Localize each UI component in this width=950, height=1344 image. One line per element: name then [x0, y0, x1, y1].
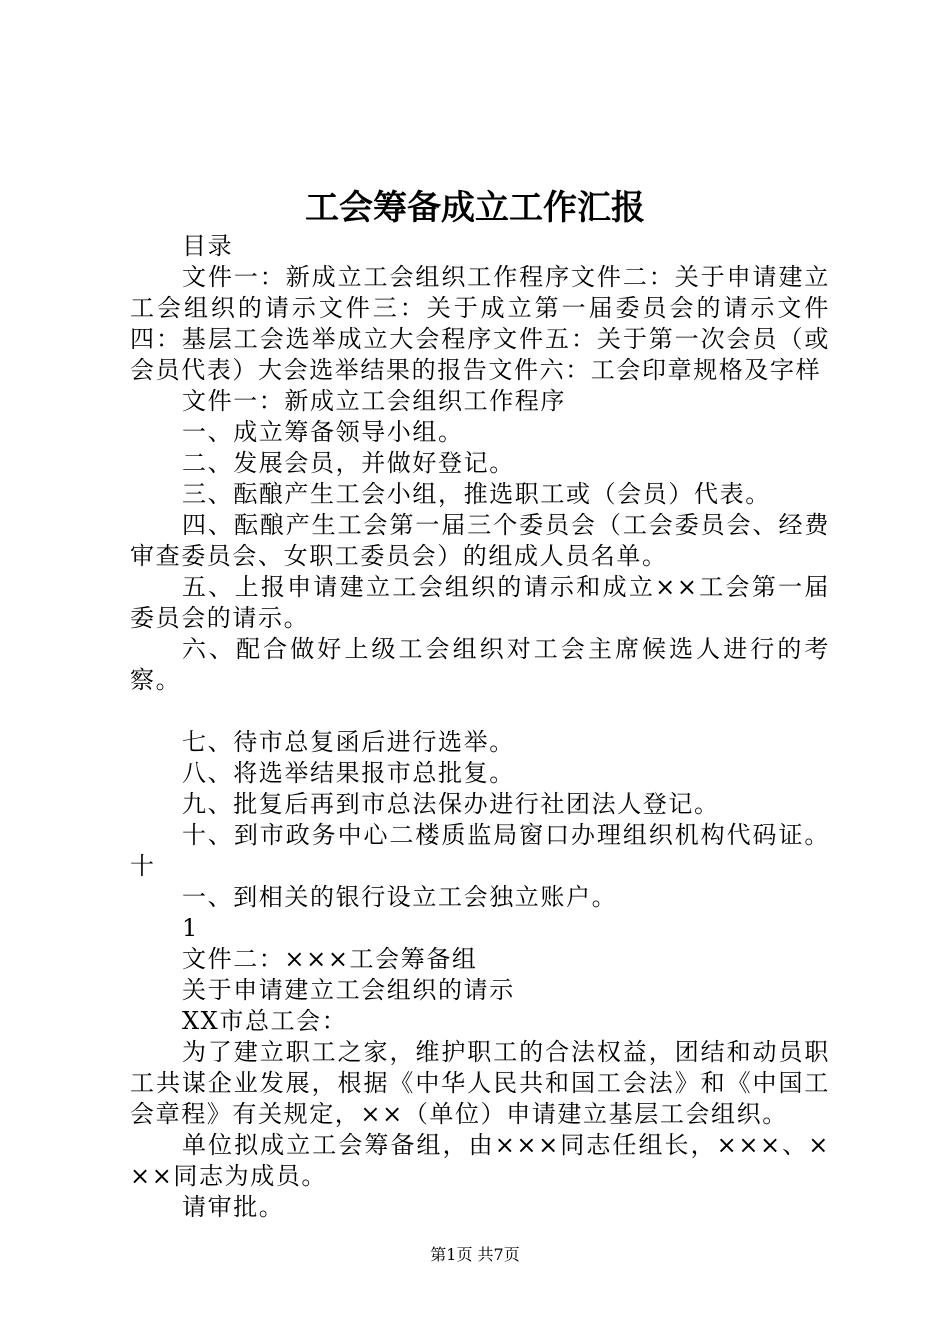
paragraph-toc-heading: 目录: [182, 232, 234, 260]
paragraph-step-8: 八、将选举结果报市总批复。: [182, 759, 515, 787]
blank-line: [130, 696, 830, 727]
paragraph-step-5: 五、上报申请建立工会组织的请示和成立××工会第一届委员会的请示。: [130, 573, 830, 632]
paragraph-page-marker: 1: [182, 914, 199, 942]
paragraph-step-4: 四、酝酿产生工会第一届三个委员会（工会委员会、经费审查委员会、女职工委员会）的组成人员名单。: [130, 511, 830, 570]
paragraph-step-9: 九、批复后再到市总法保办进行社团法人登记。: [182, 790, 720, 818]
paragraph-step-3: 三、酝酿产生工会小组，推选职工或（会员）代表。: [182, 480, 771, 508]
paragraph-file2-subject: 关于申请建立工会组织的请示: [182, 976, 515, 1004]
paragraph-members: 单位拟成立工会筹备组，由×××同志任组长，×××、×××同志为成员。: [130, 1131, 830, 1190]
document-body: [130, 231, 830, 1223]
paragraph-step-1: 一、成立筹备领导小组。: [182, 418, 464, 446]
paragraph-step-6: 六、配合做好上级工会组织对工会主席候选人进行的考察。: [130, 635, 830, 694]
paragraph-step-11: 一、到相关的银行设立工会独立账户。: [182, 883, 618, 911]
document-title: 工会筹备成立工作汇报: [305, 188, 645, 228]
paragraph-closing: 请审批。: [182, 1193, 285, 1221]
paragraph-request-body: 为了建立职工之家，维护职工的合法权益，团结和动员职工共谋企业发展，根据《中华人民共和国工会法》和《中国工会章程》有关规定，××（单位）申请建立基层工会组织。: [130, 1038, 830, 1128]
paragraph-file2-heading: 文件二：×××工会筹备组: [182, 945, 478, 973]
paragraph-step-7: 七、待市总复函后进行选举。: [182, 728, 515, 756]
paragraph-file1-heading: 文件一：新成立工会组织工作程序: [182, 387, 566, 415]
paragraph-step-10: 十、到市政务中心二楼质监局窗口办理组织机构代码证。十: [130, 821, 830, 880]
page-footer: 第1页 共7页: [430, 1245, 520, 1264]
paragraph-addressee: XX市总工会：: [182, 1007, 348, 1035]
paragraph-toc-list: 文件一：新成立工会组织工作程序文件二：关于申请建立工会组织的请示文件三：关于成立第一届委员会的请示文件四：基层工会选举成立大会程序文件五：关于第一次会员（或会员代表）大会选举结果的报告文件六：工会印章规格及字样: [130, 263, 830, 384]
paragraph-step-2: 二、发展会员，并做好登记。: [182, 449, 515, 477]
